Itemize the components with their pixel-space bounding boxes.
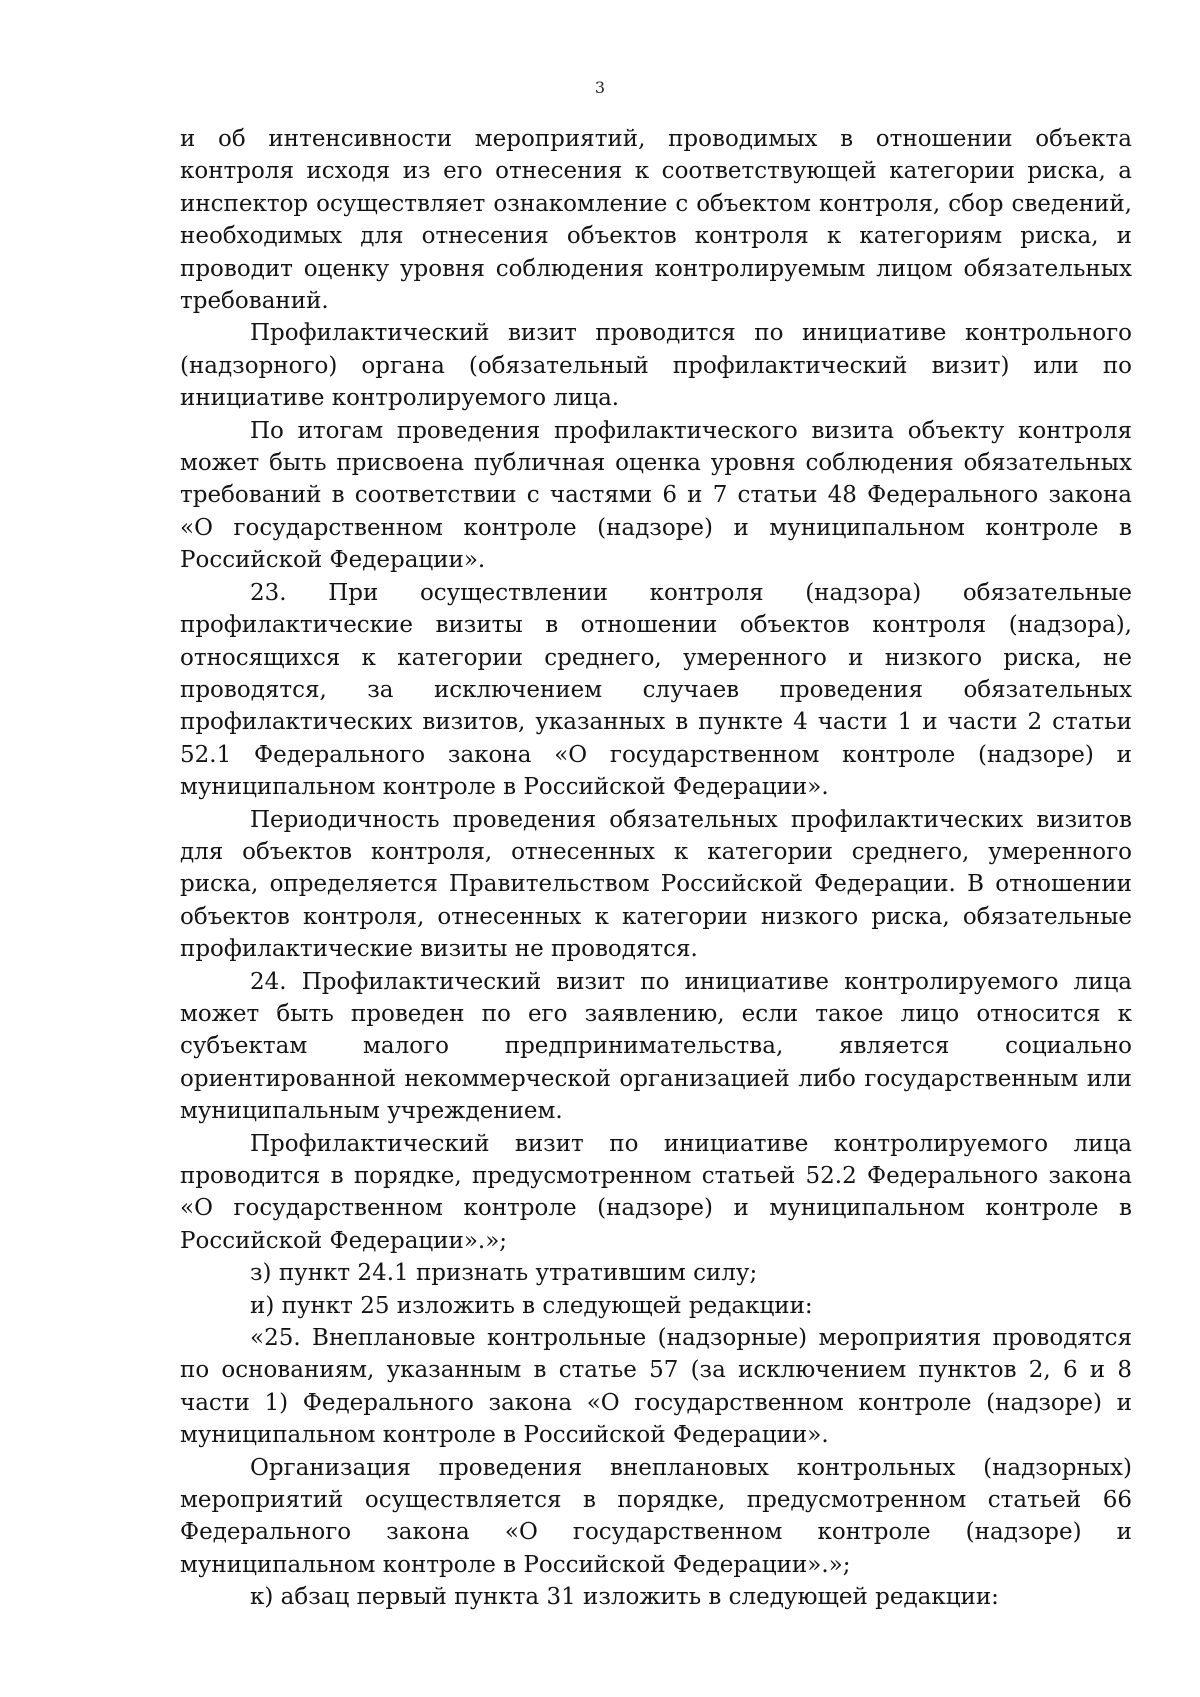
paragraph-subitem-z: з) пункт 24.1 признать утратившим силу; (250, 1260, 758, 1287)
paragraph-visit-procedure: Профилактический визит по инициативе контролируемого лица проводится в порядке, предусмотренном статьей 52.2 Федерального закона «О государственном контроле (надзоре) и муниципальном контроле в Российской Федерации».»; (180, 1130, 1132, 1254)
page-number: 3 (594, 78, 606, 97)
paragraph-periodicity: Периодичность проведения обязательных профилактических визитов для объектов контроля, отнесенных к категории среднего, умеренного риска, определяется Правительством Российской Федерации. В отношении объектов контроля, отнесенных к категории низкого риска, обязательные профилактические визиты не проводятся. (180, 806, 1132, 963)
paragraph-item-23: 23. При осуществлении контроля (надзора) обязательные профилактические визиты в отношении объектов контроля (надзора), относящихся к категории среднего, умеренного и низкого риска, не проводятся, за исключением случаев проведения обязательных профилактических визитов, указанных в пункте 4 части 1 и части 2 статьи 52.1 Федерального закона «О государственном контроле (надзоре) и муниципальном контроле в Российской Федерации». (180, 579, 1132, 801)
paragraph-subitem-k: к) абзац первый пункта 31 изложить в следующей редакции: (250, 1584, 999, 1611)
paragraph-subitem-i: и) пункт 25 изложить в следующей редакции: (250, 1292, 813, 1319)
paragraph-continuation: и об интенсивности мероприятий, проводимых в отношении объекта контроля исходя из его отнесения к соответствующей категории риска, а инспектор осуществляет ознакомление с объектом контроля, сбор сведений, необходимых для отнесения объектов контроля к категориям риска, и проводит оценку уровня соблюдения контролируемым лицом обязательных требований. (180, 126, 1132, 315)
paragraph-item-25: «25. Внеплановые контрольные (надзорные) мероприятия проводятся по основаниям, указанным в статье 57 (за исключением пунктов 2, 6 и 8 части 1) Федерального закона «О государственном контроле (надзоре) и муниципальном контроле в Российской Федерации». (180, 1325, 1132, 1449)
document-body (180, 123, 1132, 1614)
paragraph-public-assessment: По итогам проведения профилактического визита объекту контроля может быть присвоена публичная оценка уровня соблюдения обязательных требований в соответствии с частями 6 и 7 статьи 48 Федерального закона «О государственном контроле (надзоре) и муниципальном контроле в Российской Федерации». (180, 417, 1132, 574)
paragraph-visit-initiative: Профилактический визит проводится по инициативе контрольного (надзорного) органа (обязательный профилактический визит) или по инициативе контролируемого лица. (180, 320, 1132, 412)
paragraph-item-24: 24. Профилактический визит по инициативе контролируемого лица может быть проведен по его заявлению, если такое лицо относится к субъектам малого предпринимательства, является социально ориентированной некоммерческой организацией либо государственным или муниципальным учреждением. (180, 968, 1132, 1125)
paragraph-unscheduled-organization: Организация проведения внеплановых контрольных (надзорных) мероприятий осуществляется в порядке, предусмотренном статьей 66 Федерального закона «О государственном контроле (надзоре) и муниципальном контроле в Российской Федерации».»; (180, 1454, 1132, 1578)
